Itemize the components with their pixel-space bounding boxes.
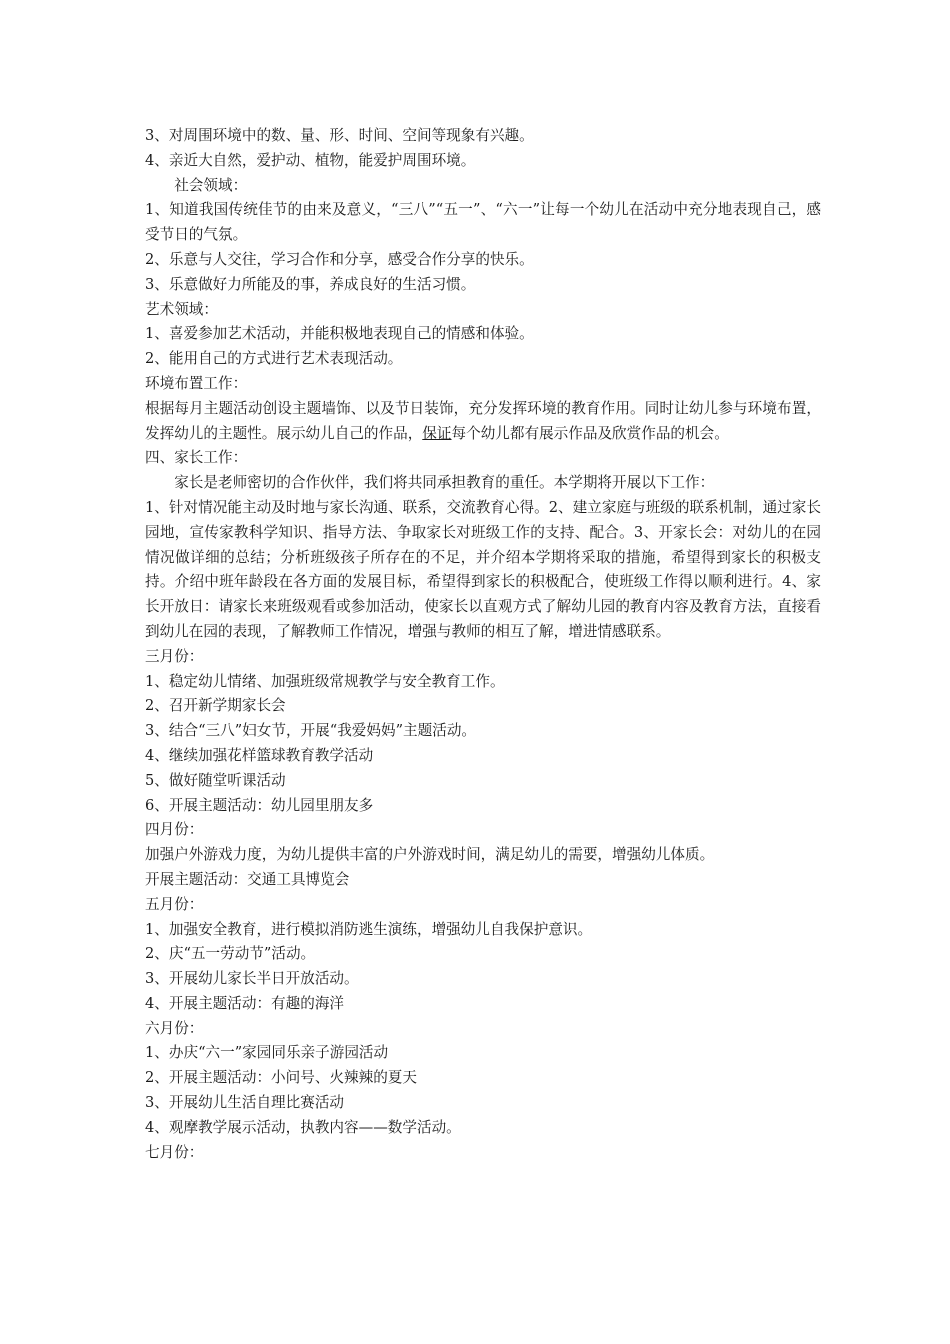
parents-intro: 家长是老师密切的合作伙伴，我们将共同承担教育的重任。本学期将开展以下工作： [174,474,715,492]
april-item-1: 加强户外游戏力度，为幼儿提供丰富的户外游戏时间，满足幼儿的需要，增强幼儿体质。 [145,846,715,864]
art-item-1: 1、喜爱参加艺术活动，并能积极地表现自己的情感和体验。 [145,325,534,343]
march-item-5: 5、做好随堂听课活动 [145,771,286,789]
science-item-3: 3、对周围环境中的数、量、形、时间、空间等现象有兴趣。 [145,127,534,144]
may-heading: 五月份： [145,895,204,913]
environment-text-underlined: 保证 [422,424,452,442]
march-item-3: 3、结合“三八”妇女节，开展“我爱妈妈”主题活动。 [145,722,477,740]
june-item-3: 3、开展幼儿生活自理比赛活动 [145,1094,345,1112]
may-item-2: 2、庆“五一劳动节”活动。 [145,945,316,963]
april-item-2: 开展主题活动：交通工具博览会 [145,870,350,888]
march-item-4: 4、继续加强花样篮球教育教学活动 [145,746,374,764]
environment-text-before: 根据每月主题活动创设主题墙饰、以及节日装饰，充分发挥环境的教育作用。同时让幼儿参与环境布置，发挥幼儿的主题性。展示幼儿自己的作品， [145,399,821,442]
july-heading: 七月份： [145,1143,204,1161]
may-item-1: 1、加强安全教育，进行模拟消防逃生演练，增强幼儿自我保护意识。 [145,920,593,938]
march-heading: 三月份： [145,647,204,665]
june-item-4: 4、观摩教学展示活动，执教内容——数学活动。 [145,1118,461,1136]
art-item-2: 2、能用自己的方式进行艺术表现活动。 [145,350,403,368]
environment-text-after: 每个幼儿都有展示作品及欣赏作品的机会。 [451,424,729,442]
june-heading: 六月份： [145,1019,204,1037]
april-heading: 四月份： [145,821,204,839]
june-item-2: 2、开展主题活动：小问号、火辣辣的夏天 [145,1069,417,1087]
may-item-4: 4、开展主题活动：有趣的海洋 [145,994,345,1012]
march-item-2: 2、召开新学期家长会 [145,697,286,715]
parents-body: 1、针对情况能主动及时地与家长沟通、联系，交流教育心得。2、建立家庭与班级的联系机制，通过家长园地，宣传家教科学知识、指导方法、争取家长对班级工作的支持、配合。3、开家长会：对幼儿的在园情况做详细的总结；分析班级孩子所存在的不足，并介绍本学期将采取的措施，希望得到家长的积极支持。介绍中班年龄段在各方面的发展目标，希望得到家长的积极配合，使班级工作得以顺利进行。4、家长开放日：请家长来班级观看或参加活动，使家长以直观方式了解幼儿园的教育内容及教育方法，直接看到幼儿在园的表现，了解教师工作情况，增强与教师的相互了解，增进情感联系。 [145,498,821,640]
social-heading: 社会领域： [174,176,248,194]
science-item-4: 4、亲近大自然，爱护动、植物，能爱护周围环境。 [145,151,476,169]
june-item-1: 1、办庆“六一”家园同乐亲子游园活动 [145,1044,389,1062]
art-heading: 艺术领域： [145,300,218,318]
social-item-3: 3、乐意做好力所能及的事，养成良好的生活习惯。 [145,275,476,293]
environment-heading: 环境布置工作： [145,374,248,392]
environment-text [145,397,821,447]
march-item-6: 6、开展主题活动：幼儿园里朋友多 [145,796,374,814]
social-item-2: 2、乐意与人交往，学习合作和分享，感受合作分享的快乐。 [145,250,534,268]
social-item-1: 1、知道我国传统佳节的由来及意义，“三八”“五一”、“六一”让每一个幼儿在活动中充分地表现自己，感受节日的气氛。 [145,201,821,244]
march-item-1: 1、稳定幼儿情绪、加强班级常规教学与安全教育工作。 [145,672,505,690]
may-item-3: 3、开展幼儿家长半日开放活动。 [145,970,359,988]
document-page [145,124,821,1165]
parents-heading: 四、家长工作： [145,449,248,467]
